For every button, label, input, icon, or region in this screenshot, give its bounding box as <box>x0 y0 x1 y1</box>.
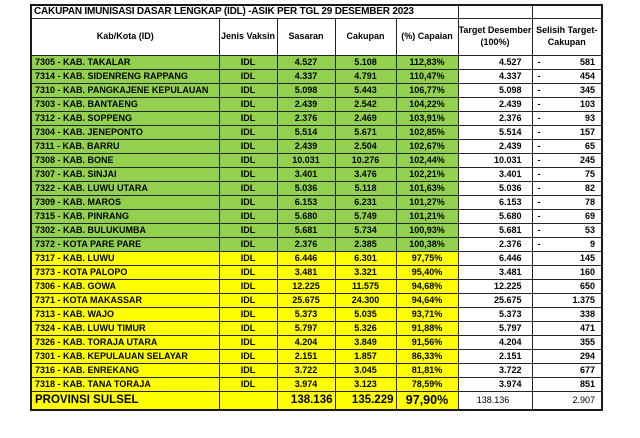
selisih-value-wrap <box>533 365 602 375</box>
cell-jenis-vaksin: IDL <box>219 279 277 293</box>
cell-cakupan: 1.857 <box>335 349 396 363</box>
cell-capaian: 93,71% <box>396 307 458 321</box>
cell-jenis-vaksin: IDL <box>219 349 277 363</box>
cell-capaian: 97,75% <box>396 251 458 265</box>
cell-capaian: 78,59% <box>396 377 458 391</box>
selisih-value: 157 <box>579 127 595 137</box>
selisih-value-wrap <box>533 253 602 263</box>
cell-target: 5.036 <box>458 181 532 195</box>
total-target: 138.136 <box>458 391 532 410</box>
cell-capaian: 91,88% <box>396 321 458 335</box>
selisih-value: 9 <box>589 239 595 249</box>
selisih-value-wrap <box>533 379 602 389</box>
table-row <box>31 209 602 223</box>
minus-sign: - <box>537 71 541 81</box>
selisih-value-wrap <box>533 225 602 235</box>
table-row <box>31 377 602 391</box>
cell-cakupan: 11.575 <box>335 279 396 293</box>
cell-kabkota: 7318 - KAB. TANA TORAJA <box>31 377 219 391</box>
cell-sasaran: 5.373 <box>277 307 335 321</box>
cell-selisih <box>532 209 602 223</box>
cell-sasaran: 3.974 <box>277 377 335 391</box>
cell-capaian: 86,33% <box>396 349 458 363</box>
cell-cakupan: 2.469 <box>335 111 396 125</box>
cell-capaian: 102,67% <box>396 139 458 153</box>
minus-sign: - <box>537 197 541 207</box>
selisih-value-wrap <box>533 323 602 333</box>
cell-selisih <box>532 55 602 69</box>
table-body <box>31 5 602 410</box>
total-label: PROVINSI SULSEL <box>31 391 219 410</box>
cell-sasaran: 6.153 <box>277 195 335 209</box>
cell-jenis-vaksin: IDL <box>219 251 277 265</box>
cell-sasaran: 5.036 <box>277 181 335 195</box>
cell-capaian: 94,68% <box>396 279 458 293</box>
selisih-value: 454 <box>579 71 595 81</box>
selisih-value: 82 <box>584 183 595 193</box>
cell-cakupan: 2.542 <box>335 97 396 111</box>
cell-cakupan: 5.035 <box>335 307 396 321</box>
table-row <box>31 167 602 181</box>
cell-target: 2.376 <box>458 237 532 251</box>
selisih-value-wrap <box>533 113 602 123</box>
cell-jenis-vaksin: IDL <box>219 377 277 391</box>
cell-target: 4.337 <box>458 69 532 83</box>
total-sasaran: 138.136 <box>277 391 335 410</box>
cell-cakupan: 2.504 <box>335 139 396 153</box>
cell-cakupan: 5.326 <box>335 321 396 335</box>
cell-target: 12.225 <box>458 279 532 293</box>
report-title: CAKUPAN IMUNISASI DASAR LENGKAP (IDL) -ASIK PER TGL 29 DESEMBER 2023 <box>31 5 458 18</box>
cell-selisih <box>532 167 602 181</box>
selisih-value: 471 <box>579 323 595 333</box>
selisih-value-wrap <box>533 337 602 347</box>
cell-capaian: 100,38% <box>396 237 458 251</box>
cell-selisih <box>532 237 602 251</box>
cell-sasaran: 5.681 <box>277 223 335 237</box>
cell-target: 2.439 <box>458 139 532 153</box>
cell-target: 5.681 <box>458 223 532 237</box>
selisih-value: 581 <box>579 57 595 67</box>
cell-selisih <box>532 377 602 391</box>
cell-jenis-vaksin: IDL <box>219 111 277 125</box>
cell-sasaran: 5.680 <box>277 209 335 223</box>
cell-capaian: 101,21% <box>396 209 458 223</box>
cell-capaian: 102,85% <box>396 125 458 139</box>
cell-jenis-vaksin: IDL <box>219 335 277 349</box>
table-row <box>31 97 602 111</box>
cell-cakupan: 5.108 <box>335 55 396 69</box>
selisih-value: 851 <box>579 379 595 389</box>
selisih-value: 69 <box>584 211 595 221</box>
title-spacer-cell <box>458 5 532 18</box>
cell-sasaran: 2.376 <box>277 111 335 125</box>
cell-sasaran: 5.797 <box>277 321 335 335</box>
selisih-value: 338 <box>579 309 595 319</box>
table-row <box>31 153 602 167</box>
cell-sasaran: 2.439 <box>277 139 335 153</box>
cell-cakupan: 4.791 <box>335 69 396 83</box>
table-row <box>31 251 602 265</box>
minus-sign: - <box>537 127 541 137</box>
cell-capaian: 91,56% <box>396 335 458 349</box>
selisih-value: 78 <box>584 197 595 207</box>
cell-selisih <box>532 97 602 111</box>
idl-coverage-table <box>30 4 603 411</box>
col-header-capaian: (%) Capaian <box>396 18 458 55</box>
selisih-value-wrap <box>533 127 602 137</box>
selisih-value: 53 <box>584 225 595 235</box>
minus-sign: - <box>537 99 541 109</box>
cell-target: 5.797 <box>458 321 532 335</box>
cell-target: 4.527 <box>458 55 532 69</box>
selisih-value-wrap <box>533 267 602 277</box>
selisih-value: 294 <box>579 351 595 361</box>
cell-sasaran: 3.481 <box>277 265 335 279</box>
selisih-value: 145 <box>579 253 595 263</box>
cell-kabkota: 7326 - KAB. TORAJA UTARA <box>31 335 219 349</box>
cell-kabkota: 7316 - KAB. ENREKANG <box>31 363 219 377</box>
cell-kabkota: 7372 - KOTA PARE PARE <box>31 237 219 251</box>
cell-selisih <box>532 111 602 125</box>
cell-cakupan: 6.231 <box>335 195 396 209</box>
cell-target: 3.481 <box>458 265 532 279</box>
cell-selisih <box>532 307 602 321</box>
cell-sasaran: 2.439 <box>277 97 335 111</box>
cell-target: 5.098 <box>458 83 532 97</box>
cell-cakupan: 3.321 <box>335 265 396 279</box>
selisih-value: 65 <box>584 141 595 151</box>
title-row <box>31 5 602 18</box>
cell-sasaran: 3.722 <box>277 363 335 377</box>
cell-kabkota: 7311 - KAB. BARRU <box>31 139 219 153</box>
selisih-value-wrap <box>533 351 602 361</box>
selisih-value: 75 <box>584 169 595 179</box>
total-vaksin-cell <box>219 391 277 410</box>
selisih-value-wrap <box>533 211 602 221</box>
table-row <box>31 293 602 307</box>
selisih-value-wrap <box>533 71 602 81</box>
cell-sasaran: 4.527 <box>277 55 335 69</box>
table-row <box>31 279 602 293</box>
selisih-value-wrap <box>533 183 602 193</box>
title-spacer-cell <box>532 5 602 18</box>
minus-sign: - <box>537 85 541 95</box>
total-capaian: 97,90% <box>396 391 458 410</box>
table-row <box>31 349 602 363</box>
table-row <box>31 111 602 125</box>
table-row <box>31 223 602 237</box>
cell-kabkota: 7317 - KAB. LUWU <box>31 251 219 265</box>
cell-sasaran: 5.514 <box>277 125 335 139</box>
cell-jenis-vaksin: IDL <box>219 321 277 335</box>
cell-cakupan: 2.385 <box>335 237 396 251</box>
cell-kabkota: 7304 - KAB. JENEPONTO <box>31 125 219 139</box>
cell-jenis-vaksin: IDL <box>219 83 277 97</box>
cell-kabkota: 7307 - KAB. SINJAI <box>31 167 219 181</box>
cell-jenis-vaksin: IDL <box>219 265 277 279</box>
cell-selisih <box>532 83 602 97</box>
cell-capaian: 106,77% <box>396 83 458 97</box>
selisih-value-wrap <box>533 85 602 95</box>
cell-capaian: 110,47% <box>396 69 458 83</box>
cell-sasaran: 2.151 <box>277 349 335 363</box>
cell-kabkota: 7312 - KAB. SOPPENG <box>31 111 219 125</box>
cell-capaian: 81,81% <box>396 363 458 377</box>
total-selisih: 2.907 <box>532 391 602 410</box>
cell-sasaran: 3.401 <box>277 167 335 181</box>
cell-jenis-vaksin: IDL <box>219 55 277 69</box>
table-row <box>31 139 602 153</box>
cell-jenis-vaksin: IDL <box>219 363 277 377</box>
table-row <box>31 125 602 139</box>
cell-kabkota: 7305 - KAB. TAKALAR <box>31 55 219 69</box>
cell-target: 3.722 <box>458 363 532 377</box>
cell-cakupan: 5.443 <box>335 83 396 97</box>
cell-capaian: 100,93% <box>396 223 458 237</box>
col-header-jenis-vaksin: Jenis Vaksin <box>219 18 277 55</box>
cell-selisih <box>532 125 602 139</box>
table-row <box>31 69 602 83</box>
table-row <box>31 307 602 321</box>
selisih-value-wrap <box>533 169 602 179</box>
cell-sasaran: 12.225 <box>277 279 335 293</box>
cell-target: 2.439 <box>458 97 532 111</box>
table-row <box>31 363 602 377</box>
minus-sign: - <box>537 211 541 221</box>
cell-target: 6.446 <box>458 251 532 265</box>
cell-capaian: 102,44% <box>396 153 458 167</box>
cell-sasaran: 2.376 <box>277 237 335 251</box>
cell-kabkota: 7373 - KOTA PALOPO <box>31 265 219 279</box>
cell-selisih <box>532 293 602 307</box>
cell-target: 3.401 <box>458 167 532 181</box>
cell-capaian: 101,27% <box>396 195 458 209</box>
selisih-value-wrap <box>533 57 602 67</box>
col-header-target-desember: Target Desember (100%) <box>458 18 532 55</box>
minus-sign: - <box>537 183 541 193</box>
cell-kabkota: 7315 - KAB. PINRANG <box>31 209 219 223</box>
cell-jenis-vaksin: IDL <box>219 167 277 181</box>
cell-selisih <box>532 363 602 377</box>
cell-target: 2.376 <box>458 111 532 125</box>
cell-sasaran: 5.098 <box>277 83 335 97</box>
cell-kabkota: 7306 - KAB. GOWA <box>31 279 219 293</box>
minus-sign: - <box>537 225 541 235</box>
cell-sasaran: 4.204 <box>277 335 335 349</box>
selisih-value: 650 <box>579 281 595 291</box>
cell-sasaran: 10.031 <box>277 153 335 167</box>
cell-target: 6.153 <box>458 195 532 209</box>
cell-jenis-vaksin: IDL <box>219 307 277 321</box>
cell-target: 2.151 <box>458 349 532 363</box>
cell-cakupan: 5.671 <box>335 125 396 139</box>
table-row <box>31 55 602 69</box>
cell-kabkota: 7371 - KOTA MAKASSAR <box>31 293 219 307</box>
cell-capaian: 94,64% <box>396 293 458 307</box>
selisih-value: 103 <box>579 99 595 109</box>
cell-cakupan: 5.734 <box>335 223 396 237</box>
cell-selisih <box>532 69 602 83</box>
selisih-value-wrap <box>533 295 602 305</box>
cell-sasaran: 6.446 <box>277 251 335 265</box>
cell-selisih <box>532 195 602 209</box>
cell-kabkota: 7302 - KAB. BULUKUMBA <box>31 223 219 237</box>
selisih-value-wrap <box>533 155 602 165</box>
cell-kabkota: 7314 - KAB. SIDENRENG RAPPANG <box>31 69 219 83</box>
selisih-value-wrap <box>533 197 602 207</box>
cell-target: 25.675 <box>458 293 532 307</box>
minus-sign: - <box>537 113 541 123</box>
selisih-value: 245 <box>579 155 595 165</box>
cell-kabkota: 7308 - KAB. BONE <box>31 153 219 167</box>
cell-kabkota: 7310 - KAB. PANGKAJENE KEPULAUAN <box>31 83 219 97</box>
cell-kabkota: 7301 - KAB. KEPULAUAN SELAYAR <box>31 349 219 363</box>
cell-cakupan: 3.849 <box>335 335 396 349</box>
minus-sign: - <box>537 239 541 249</box>
table-row <box>31 265 602 279</box>
cell-cakupan: 5.749 <box>335 209 396 223</box>
selisih-value-wrap <box>533 99 602 109</box>
cell-jenis-vaksin: IDL <box>219 195 277 209</box>
selisih-value-wrap <box>533 141 602 151</box>
cell-target: 3.974 <box>458 377 532 391</box>
cell-jenis-vaksin: IDL <box>219 293 277 307</box>
cell-cakupan: 5.118 <box>335 181 396 195</box>
selisih-value: 355 <box>579 337 595 347</box>
cell-jenis-vaksin: IDL <box>219 237 277 251</box>
minus-sign: - <box>537 155 541 165</box>
cell-jenis-vaksin: IDL <box>219 139 277 153</box>
minus-sign: - <box>537 169 541 179</box>
cell-selisih <box>532 139 602 153</box>
cell-cakupan: 10.276 <box>335 153 396 167</box>
table-row <box>31 181 602 195</box>
cell-jenis-vaksin: IDL <box>219 209 277 223</box>
selisih-value: 1.375 <box>572 295 595 305</box>
minus-sign: - <box>537 57 541 67</box>
table-row <box>31 195 602 209</box>
selisih-value: 345 <box>579 85 595 95</box>
report-sheet <box>30 4 603 411</box>
cell-kabkota: 7324 - KAB. LUWU TIMUR <box>31 321 219 335</box>
col-header-kabkota: Kab/Kota (ID) <box>31 18 219 55</box>
total-cakupan: 135.229 <box>335 391 396 410</box>
selisih-value: 93 <box>584 113 595 123</box>
cell-capaian: 103,91% <box>396 111 458 125</box>
selisih-value-wrap <box>533 281 602 291</box>
cell-capaian: 102,21% <box>396 167 458 181</box>
cell-target: 5.373 <box>458 307 532 321</box>
cell-selisih <box>532 279 602 293</box>
header-row <box>31 18 602 55</box>
cell-jenis-vaksin: IDL <box>219 97 277 111</box>
cell-cakupan: 24.300 <box>335 293 396 307</box>
selisih-value-wrap <box>533 239 602 249</box>
cell-cakupan: 3.476 <box>335 167 396 181</box>
selisih-value-wrap <box>533 309 602 319</box>
table-row <box>31 83 602 97</box>
cell-cakupan: 6.301 <box>335 251 396 265</box>
cell-kabkota: 7322 - KAB. LUWU UTARA <box>31 181 219 195</box>
cell-selisih <box>532 181 602 195</box>
cell-kabkota: 7313 - KAB. WAJO <box>31 307 219 321</box>
cell-jenis-vaksin: IDL <box>219 153 277 167</box>
total-row <box>31 391 602 410</box>
cell-jenis-vaksin: IDL <box>219 223 277 237</box>
selisih-value: 160 <box>579 267 595 277</box>
cell-selisih <box>532 265 602 279</box>
col-header-cakupan: Cakupan <box>335 18 396 55</box>
cell-capaian: 95,40% <box>396 265 458 279</box>
cell-selisih <box>532 321 602 335</box>
cell-jenis-vaksin: IDL <box>219 125 277 139</box>
cell-target: 5.680 <box>458 209 532 223</box>
col-header-selisih: Selisih Target-Cakupan <box>532 18 602 55</box>
table-row <box>31 321 602 335</box>
col-header-sasaran: Sasaran <box>277 18 335 55</box>
cell-capaian: 112,83% <box>396 55 458 69</box>
cell-target: 4.204 <box>458 335 532 349</box>
cell-selisih <box>532 335 602 349</box>
minus-sign: - <box>537 141 541 151</box>
cell-kabkota: 7309 - KAB. MAROS <box>31 195 219 209</box>
cell-jenis-vaksin: IDL <box>219 181 277 195</box>
cell-capaian: 104,22% <box>396 97 458 111</box>
cell-cakupan: 3.045 <box>335 363 396 377</box>
cell-jenis-vaksin: IDL <box>219 69 277 83</box>
cell-selisih <box>532 153 602 167</box>
cell-target: 5.514 <box>458 125 532 139</box>
cell-target: 10.031 <box>458 153 532 167</box>
cell-cakupan: 3.123 <box>335 377 396 391</box>
cell-kabkota: 7303 - KAB. BANTAENG <box>31 97 219 111</box>
cell-selisih <box>532 223 602 237</box>
selisih-value: 677 <box>579 365 595 375</box>
cell-sasaran: 25.675 <box>277 293 335 307</box>
cell-selisih <box>532 251 602 265</box>
cell-capaian: 101,63% <box>396 181 458 195</box>
cell-sasaran: 4.337 <box>277 69 335 83</box>
table-row <box>31 335 602 349</box>
cell-selisih <box>532 349 602 363</box>
table-row <box>31 237 602 251</box>
